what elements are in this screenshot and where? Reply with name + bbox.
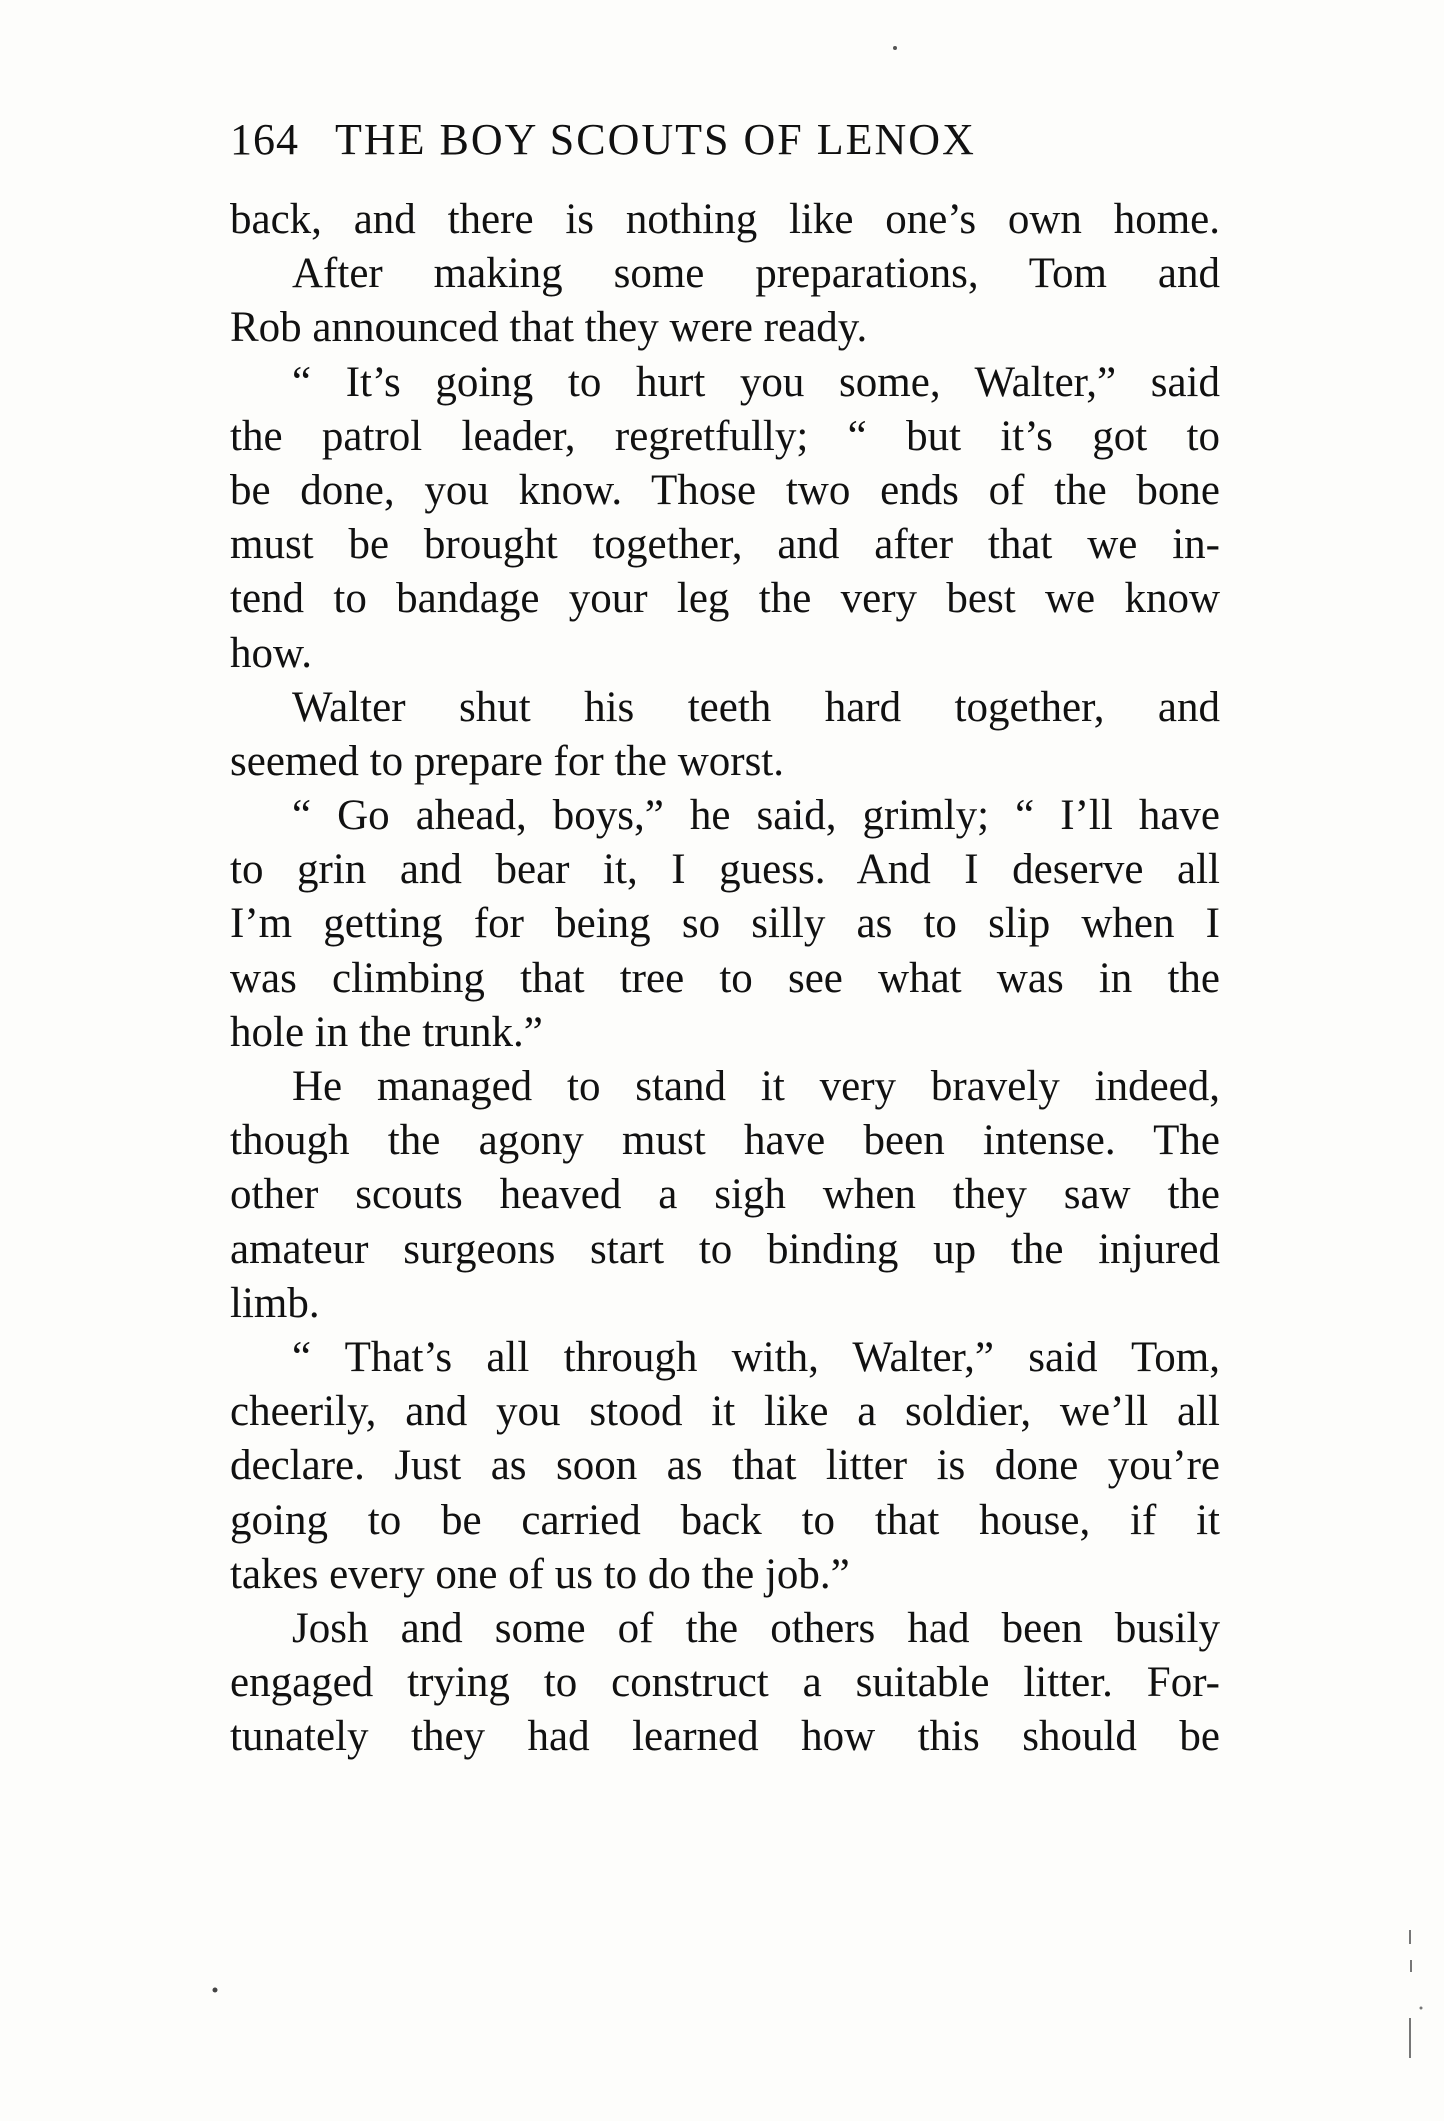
- text-line: takes every one of us to do the job.”: [230, 1550, 850, 1598]
- text-line: Josh and some of the others had been busily: [292, 1604, 1220, 1652]
- text-line: going to be carried back to that house, if it: [230, 1496, 1220, 1544]
- text-line: declare. Just as soon as that litter is done you’re: [230, 1442, 1220, 1490]
- text-line: limb.: [230, 1279, 320, 1327]
- text-line: tend to bandage your leg the very best we know: [230, 575, 1220, 623]
- paper-speck: [1420, 2007, 1423, 2010]
- paper-speck: [1409, 2018, 1411, 2058]
- body-text: [230, 193, 1220, 1764]
- running-title: THE BOY SCOUTS OF LENOX: [335, 115, 976, 164]
- text-line: tunately they had learned how this should be: [230, 1713, 1220, 1761]
- text-line: hole in the trunk.”: [230, 1008, 543, 1056]
- text-line: was climbing that tree to see what was in the: [230, 954, 1220, 1002]
- text-line: cheerily, and you stood it like a soldier, we’ll all: [230, 1388, 1220, 1436]
- text-line: “ It’s going to hurt you some, Walter,” said: [292, 358, 1220, 406]
- page-number: 164: [230, 115, 299, 164]
- text-line: the patrol leader, regretfully; “ but it’s got to: [230, 412, 1220, 460]
- text-line: though the agony must have been intense. The: [230, 1117, 1220, 1165]
- text-line: Rob announced that they were ready.: [230, 304, 868, 352]
- paper-speck: [213, 1988, 218, 1993]
- text-line: Walter shut his teeth hard together, and: [292, 683, 1220, 731]
- paper-speck: [1410, 1960, 1412, 1972]
- paper-speck: [893, 46, 897, 50]
- text-line: “ That’s all through with, Walter,” said Tom,: [292, 1333, 1220, 1381]
- text-line: amateur surgeons start to binding up the injured: [230, 1225, 1220, 1273]
- text-line: I’m getting for being so silly as to slip when I: [230, 900, 1220, 948]
- text-line: be done, you know. Those two ends of the bone: [230, 466, 1220, 514]
- running-head: [230, 112, 1230, 168]
- text-line: how.: [230, 629, 313, 677]
- text-line: “ Go ahead, boys,” he said, grimly; “ I’ll have: [292, 792, 1220, 840]
- text-line: seemed to prepare for the worst.: [230, 737, 785, 785]
- paper-speck: [1409, 1930, 1411, 1944]
- text-line: to grin and bear it, I guess. And I deserve all: [230, 846, 1220, 894]
- text-line: back, and there is nothing like one’s own home.: [230, 196, 1220, 243]
- text-line: must be brought together, and after that we in-: [230, 521, 1220, 569]
- text-line: other scouts heaved a sigh when they saw the: [230, 1171, 1220, 1219]
- text-line: engaged trying to construct a suitable litter. For-: [230, 1659, 1220, 1707]
- text-line: He managed to stand it very bravely indeed,: [292, 1063, 1220, 1110]
- text-line: After making some preparations, Tom and: [292, 250, 1220, 298]
